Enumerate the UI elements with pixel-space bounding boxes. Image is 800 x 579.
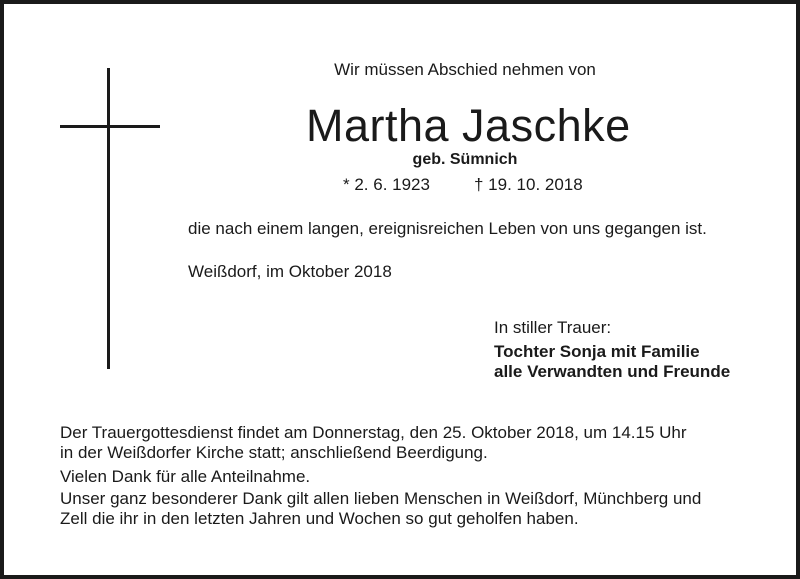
- footer-line: Der Trauergottesdienst findet am Donnerstag, den 25. Oktober 2018, um 14.15 Uhr: [60, 423, 687, 442]
- place-date: Weißdorf, im Oktober 2018: [188, 262, 392, 281]
- birth-date: * 2. 6. 1923: [343, 175, 430, 194]
- passed-text: die nach einem langen, ereignisreichen Leben von uns gegangen ist.: [188, 219, 707, 238]
- footer-line: in der Weißdorfer Kirche statt; anschließend Beerdigung.: [60, 443, 488, 462]
- intro-text: Wir müssen Abschied nehmen von: [334, 60, 596, 79]
- cross-horizontal-bar: [60, 125, 160, 128]
- maiden-name: geb. Sümnich: [412, 151, 518, 168]
- footer-line: Zell die ihr in den letzten Jahren und Wochen so gut geholfen haben.: [60, 509, 579, 528]
- footer-line: Vielen Dank für alle Anteilnahme.: [60, 467, 311, 486]
- mourners-intro: In stiller Trauer:: [494, 318, 612, 337]
- mourner-line: Tochter Sonja mit Familie: [494, 342, 700, 361]
- deceased-name: Martha Jaschke: [306, 100, 631, 151]
- mourner-line: alle Verwandten und Freunde: [494, 362, 731, 381]
- death-date: † 19. 10. 2018: [474, 175, 583, 194]
- footer-line: Unser ganz besonderer Dank gilt allen lieben Menschen in Weißdorf, Münchberg und: [60, 489, 702, 508]
- cross-vertical-bar: [107, 68, 110, 369]
